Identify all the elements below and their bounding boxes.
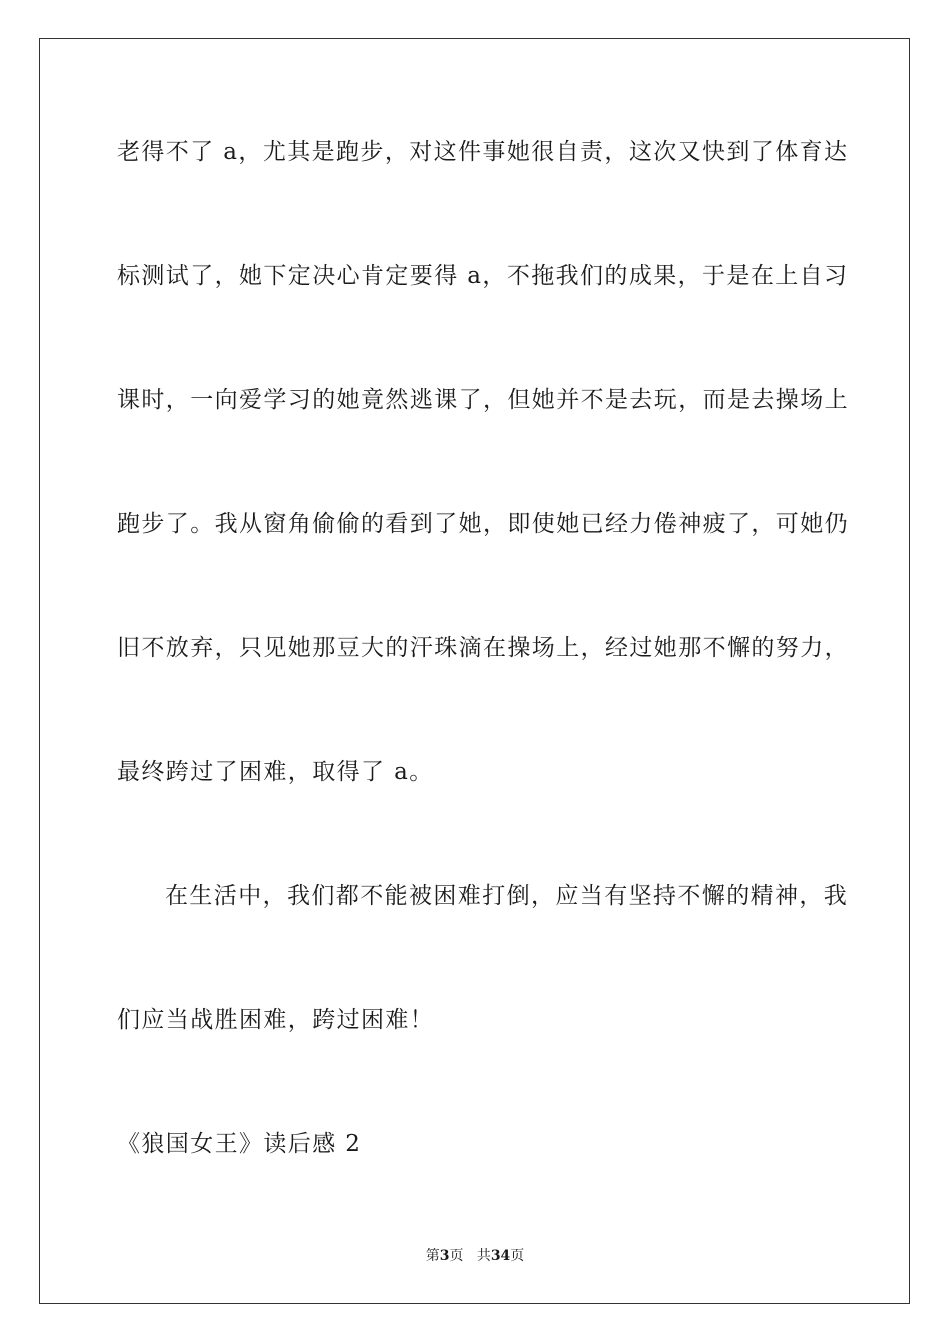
body-line-1: 老得不了 a，尤其是跑步，对这件事她很自责，这次又快到了体育达 bbox=[117, 139, 849, 165]
footer-total-pages: 34 bbox=[490, 1248, 511, 1264]
footer-page-prefix: 第 bbox=[425, 1248, 440, 1264]
body-line-3: 课时，一向爱学习的她竟然逃课了，但她并不是去玩，而是去操场上 bbox=[117, 387, 849, 413]
body-line-4: 跑步了。我从窗角偷偷的看到了她，即使她已经力倦神疲了，可她仍 bbox=[117, 511, 849, 537]
page-border bbox=[39, 38, 910, 1304]
footer-total-suffix: 页 bbox=[510, 1248, 525, 1264]
paragraph-2-line-2: 们应当战胜困难，跨过困难！ bbox=[117, 1007, 435, 1033]
footer-page-suffix: 页 bbox=[449, 1248, 464, 1264]
body-line-5: 旧不放弃，只见她那豆大的汗珠滴在操场上，经过她那不懈的努力， bbox=[117, 635, 849, 661]
body-line-2: 标测试了，她下定决心肯定要得 a，不拖我们的成果，于是在上自习 bbox=[117, 263, 849, 289]
page-footer bbox=[0, 1246, 950, 1266]
section-heading: 《狼国女王》读后感 2 bbox=[117, 1131, 362, 1157]
body-line-6: 最终跨过了困难，取得了 a。 bbox=[117, 759, 434, 785]
footer-page-number: 3 bbox=[439, 1248, 450, 1264]
footer-total-prefix: 共 bbox=[476, 1248, 491, 1264]
paragraph-2-line-1: 在生活中，我们都不能被困难打倒，应当有坚持不懈的精神，我 bbox=[165, 883, 849, 909]
